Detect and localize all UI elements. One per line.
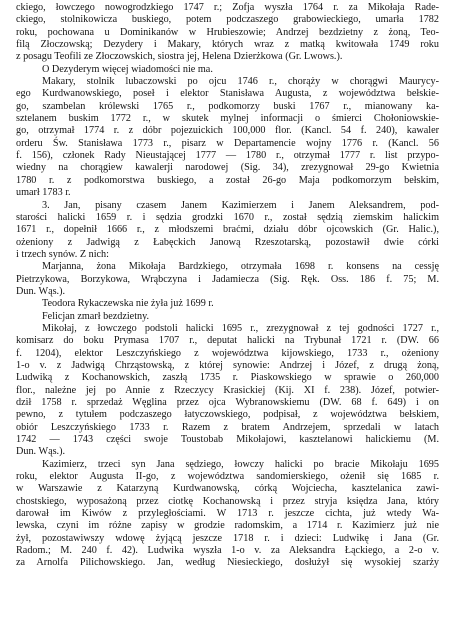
paragraph bbox=[16, 323, 439, 459]
text-line: pewno, z tytułem podczaszego łatyczowskiego, podpisał, z województwa bełskiem, bbox=[16, 409, 439, 421]
text-line: umarł 1783 r. bbox=[16, 187, 71, 199]
text-line: z posagu Teofili ze Złoczowskich, siostra jej, Helena Dzierżkowa (Gr. Lwows.). bbox=[16, 51, 343, 63]
paragraph bbox=[16, 76, 439, 199]
text-line: sztelanem buskim 1772 r., w skutek mylnej informacji o śmierci Chołoniowskie- bbox=[16, 113, 439, 125]
text-line: za Arnolfa Pilichowskiego. Jan, według Niesieckiego, dosłużył się wysokiej szarży bbox=[16, 557, 439, 569]
text-line: 1742 — 1743 części swoje Toustobab Mikołajowi, kasztelanowi halickiemu (M. bbox=[16, 434, 439, 446]
paragraph bbox=[16, 2, 439, 64]
text-line: Felicjan zmarł bezdzietny. bbox=[42, 310, 150, 322]
paragraph bbox=[16, 459, 439, 570]
text-line: Ludwiką z Kochanowskich, zaszłą 1735 r. Piaskowskiego w sprawie o 260,000 bbox=[16, 372, 439, 384]
paragraph bbox=[16, 64, 439, 76]
text-line: filą Złoczowską; Dezydery i Makary, których wraz z matką kwitowała 1749 roku bbox=[16, 39, 439, 51]
text-line: 1780 r. z podkomorstwa buskiego, a został 26-go Maja podkomorzym bełskim, bbox=[16, 174, 439, 186]
text-line: dził 1758 r. sprzedaż Węglina przez ojca Wybranowskiemu (DW. 68 f. 649) i on bbox=[16, 397, 439, 408]
text-line: ego Kurdwanowskiego, poseł i elektor Stanisława Augusta, z województwa bełskie- bbox=[16, 88, 439, 100]
text-line: roku, pochowana u Dominikanów w Hrubieszowie; Andrzej bezdzietny z żoną, Teo- bbox=[16, 26, 439, 38]
text-line: Dun. Wąs.). bbox=[16, 285, 66, 297]
text-line: obiór Leszczyńskiego 1733 r. Razem z bratem Andrzejem, sprzedali w latach bbox=[16, 421, 439, 433]
text-line: ożeniony z Jadwigą z Łabęckich Janową Rzeszotarską, pozostawił dwie córki bbox=[16, 236, 439, 248]
text-line: komisarz do boku Prymasa 1707 r., deputat halicki na Trybunał 1721 r. (DW. 66 bbox=[16, 335, 439, 347]
text-line: go, szambelan królewski 1765 r., podkomorzy buski 1767 r., mianowany ka- bbox=[16, 100, 439, 112]
paragraph bbox=[16, 311, 439, 323]
text-line: chostskiego, wyposażoną przez ciotkę Kochanowską i przez stryja księdza Jana, który bbox=[16, 495, 439, 507]
text-line: Radom.; M. 240 f. 42). Ludwika wyszła 1-o v. za Aleksandra Łąckiego, a 2-o v. bbox=[16, 545, 439, 557]
text-line: 1-o v. z Jadwigą Chrząstowską, z której synowie: Andrzej i Józef, z drugą żoną, bbox=[16, 359, 439, 371]
text-line: O Dezyderym więcej wiadomości nie ma. bbox=[42, 63, 213, 75]
text-line: f. 1204), elektor Leszczyńskiego z województwa kijowskiego, 1733 r., ożeniony bbox=[16, 347, 439, 359]
paragraph bbox=[16, 261, 439, 298]
text-line: flor., należne jej po Annie z Rzeczycy Krasickiej (Kij. XI f. 238). Józef, potwier- bbox=[16, 384, 439, 396]
text-line: lewska, czyni im różne zapisy w grodzie radomskim, a 1714 r. Kazimierz już nie bbox=[16, 520, 439, 532]
text-line: ckiego, stolnikowicza buskiego, potem podczaszego grabowieckiego, umarła 1782 bbox=[16, 14, 439, 26]
text-line: Makary, stolnik lubaczowski po ojcu 1746 r., chorąży w chorągwi Maurycy- bbox=[42, 76, 439, 88]
text-line: wiedny na chorągiew kawalerji narodowej (Sig. 34), zrezygnował 29-go Kwietnia bbox=[16, 162, 439, 174]
text-line: f. 156), członek Rady Nieustającej 1777 — 1780 r., otrzymał 1777 r. list przypo- bbox=[16, 150, 439, 162]
text-line: Mikołaj, z łowczego podstoli halicki 1695 r., zrezygnował z tej godności 1727 r., bbox=[42, 322, 439, 334]
paragraph bbox=[16, 200, 439, 262]
text-line: w Warszawie z Katarzyną Kurdwanowską, córką Wojciecha, kasztelanica zawi- bbox=[16, 483, 439, 495]
text-line: darował im Kiwów z przyległościami. W 1713 r. jeszcze cichta, już wtedy Wa- bbox=[16, 508, 439, 520]
text-line: i trzech synów. Z nich: bbox=[16, 248, 109, 260]
text-line: roku, elektor Augusta II-go, z województwa sandomierskiego, ożenił się 1685 r. bbox=[16, 471, 439, 483]
text-line: Teodora Rykaczewska nie żyła już 1699 r. bbox=[42, 298, 214, 310]
text-line: starości halicki 1659 r. i sędzia grodzki 1670 r., został sędzią ziemskim halickim bbox=[16, 211, 439, 223]
text-line: Kazimierz, trzeci syn Jana sędziego, łowczy halicki po bracie Mikołaju 1695 bbox=[42, 458, 439, 470]
text-line: Pietrzykowa, Borzykowa, Wrąbczyna i Jadamiecza (Sig. Ręk. Oss. 186 f. 75; M. bbox=[16, 273, 439, 285]
text-line: żył, pozostawiwszy wdowę żyjącą jeszcze 1718 r. i dzieci: Ludwikę i Jana (Gr. bbox=[16, 532, 439, 544]
text-line: ckiego, łowczego nowogrodzkiego 1747 r.; Zofja wyszła 1764 r. za Mikołaja Rade- bbox=[16, 2, 439, 13]
text-line: go, otrzymał 1774 r. z dóbr pojezuickich 100,000 flor. (Kancl. 54 f. 240), kawaler bbox=[16, 125, 439, 137]
text-line: orderu Św. Stanisława 1773 r., pisarz w Departamencie wojny 1776 r. (Kancl. 56 bbox=[16, 137, 439, 149]
text-line: Marjanna, żona Mikołaja Bardzkiego, otrzymała 1698 r. konsens na cessję bbox=[42, 261, 439, 273]
paragraph bbox=[16, 298, 439, 310]
text-line: 1671 r., dopełnił 1666 r., z młodszemi braćmi, działu dóbr ojcowskich (Gr. Halic.), bbox=[16, 224, 439, 236]
text-line: 3. Jan, pisany czasem Janem Kazimierzem i Janem Aleksandrem, pod- bbox=[42, 199, 439, 211]
text-line: Dun. Wąs.). bbox=[16, 446, 66, 458]
